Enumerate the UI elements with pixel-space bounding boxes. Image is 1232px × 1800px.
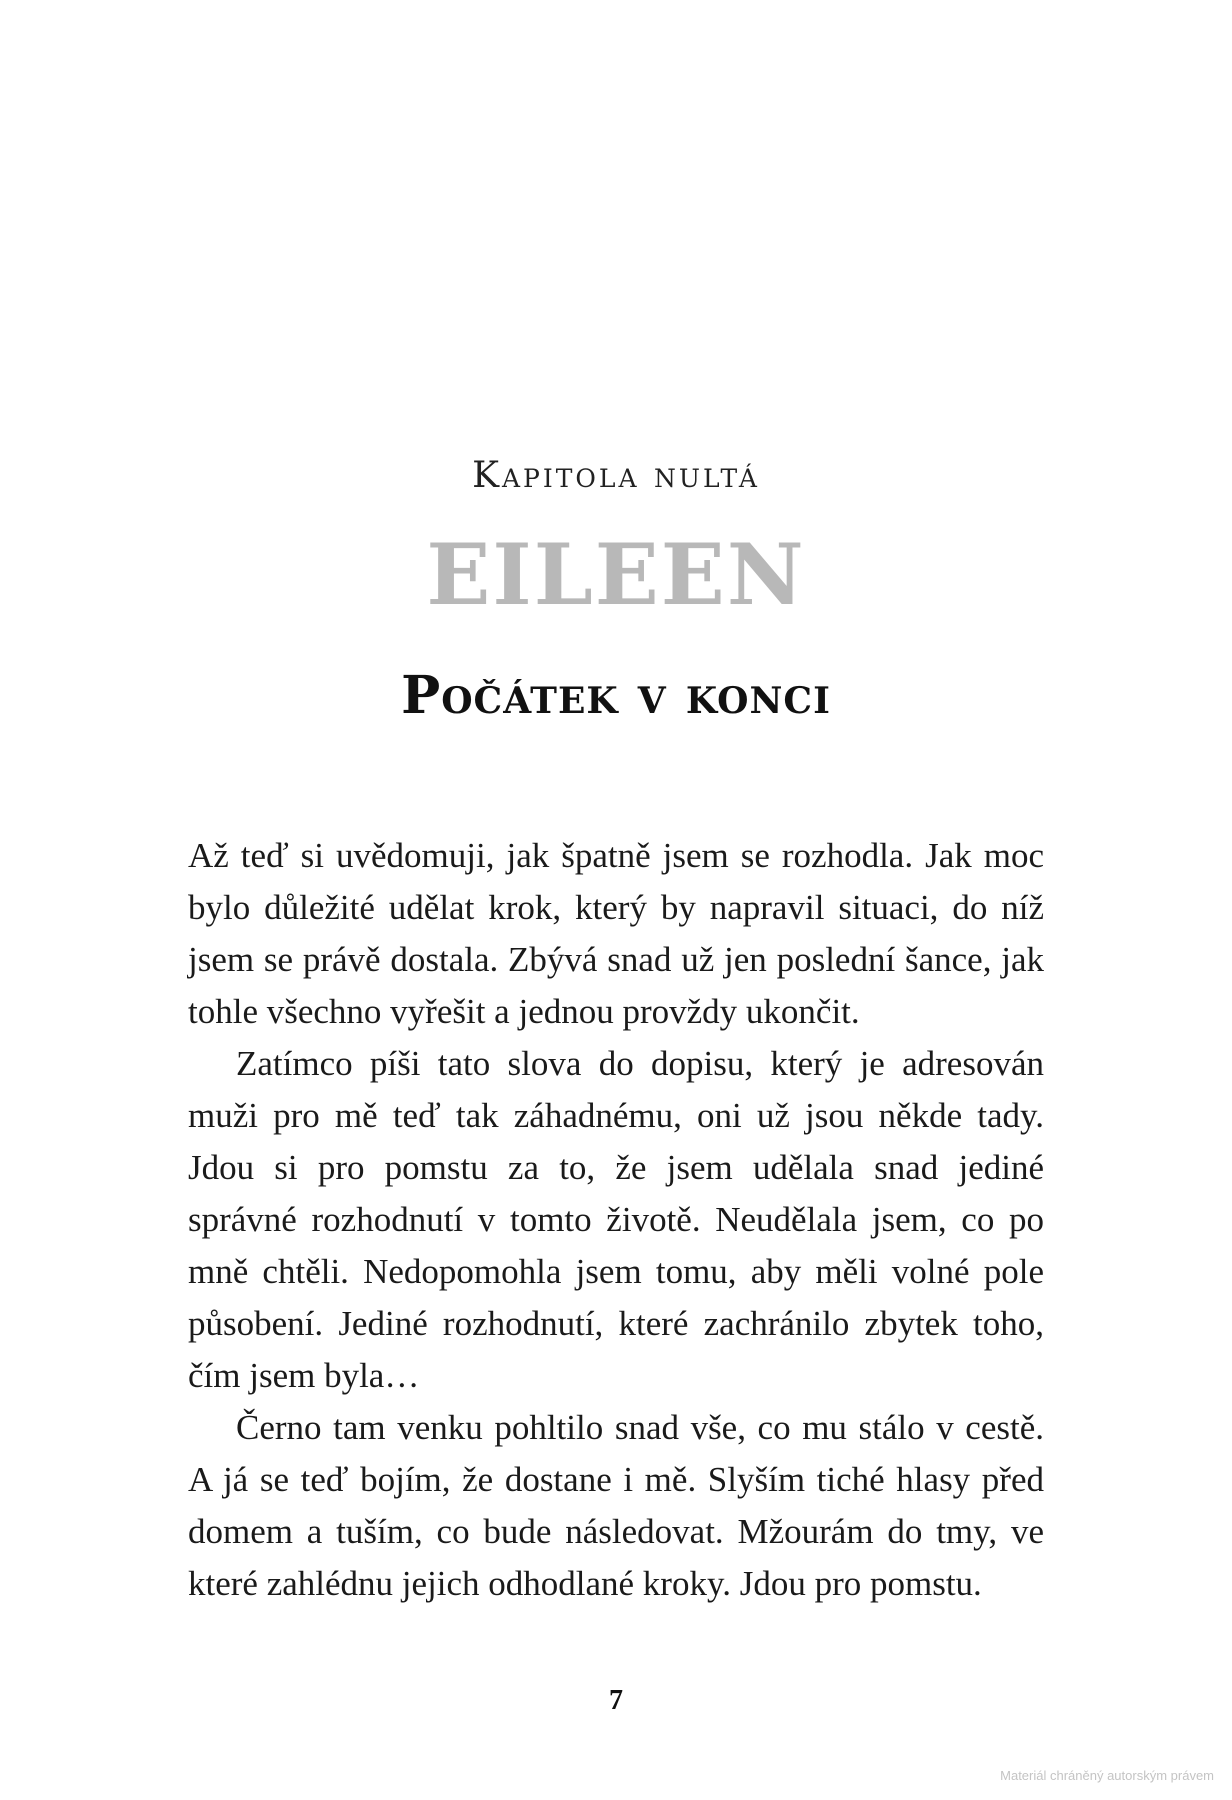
chapter-body xyxy=(188,830,1044,1610)
paragraph-1: Až teď si uvědomuji, jak špatně jsem se rozhodla. Jak moc bylo důležité udělat krok, který by napravil situaci, do níž jsem se právě dostala. Zbývá snad už jen poslední šance, jak tohle všechno vyřešit a jednou provždy ukončit. xyxy=(188,836,1044,1031)
page-number: 7 xyxy=(609,1685,623,1716)
chapter-label: Kapitola nultá xyxy=(472,455,760,496)
paragraph-2: Zatímco píši tato slova do dopisu, který je adresován muži pro mě teď tak záhadnému, oni už jsou někde tady. Jdou si pro pomstu za to, že jsem udělala snad jediné správné rozhodnutí v tomto životě. Neudělala jsem, co po mně chtěli. Nedopomohla jsem tomu, aby měli volné pole působení. Jediné rozhodnutí, které zachránilo zbytek toho, čím jsem byla… xyxy=(188,1044,1044,1395)
copyright-watermark: Materiál chráněný autorským právem xyxy=(1000,1768,1214,1783)
paragraph-3: Černo tam venku pohltilo snad vše, co mu stálo v cestě. A já se teď bojím, že dostane i mě. Slyším tiché hlasy před domem a tuším, co bude následovat. Mžourám do tmy, ve které zahlédnu jejich odhodlané kroky. Jdou pro pomstu. xyxy=(188,1408,1044,1603)
chapter-title: Počátek v konci xyxy=(401,665,831,726)
character-name: EILEEN xyxy=(426,525,806,624)
